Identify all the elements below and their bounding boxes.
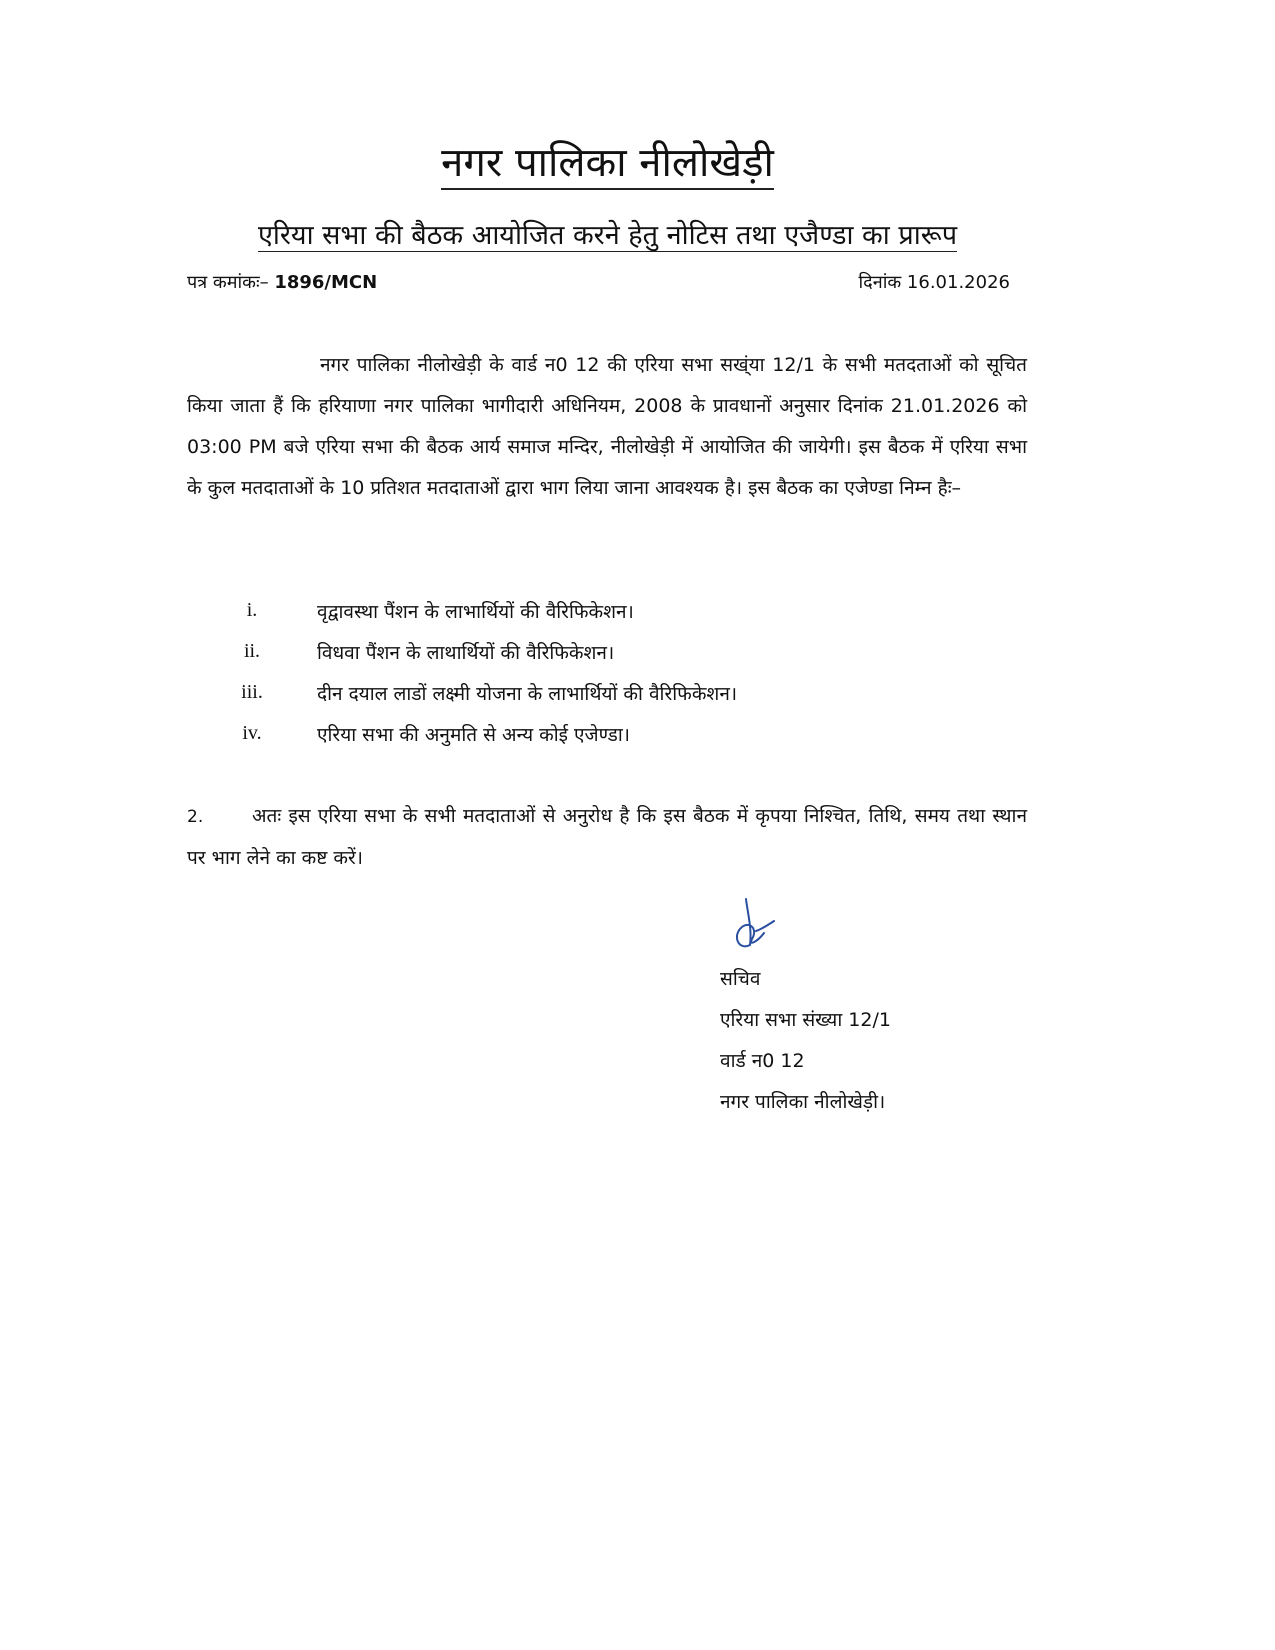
- ref-number: 1896/MCN: [274, 272, 378, 293]
- signatory-municipality: नगर पालिका नीलोखेड़ी।: [720, 1091, 886, 1113]
- subtitle-text: एरिया सभा की बैठक आयोजित करने हेतु नोटिस तथा एजैण्डा का प्रारूप: [257, 220, 958, 251]
- agenda-number: i.: [246, 599, 258, 621]
- signatory-ward: वार्ड न0 12: [720, 1050, 805, 1072]
- notice-paragraph-2: [187, 796, 1027, 879]
- page-title: [0, 136, 1215, 190]
- agenda-number: iv.: [242, 722, 262, 744]
- agenda-item: [187, 590, 1027, 631]
- signature-block: [720, 895, 891, 1123]
- signatory-title: सचिव: [720, 968, 761, 990]
- agenda-number: iii.: [241, 681, 263, 703]
- ref-label: पत्र कमांकः–: [187, 272, 275, 293]
- agenda-item: [187, 672, 1027, 713]
- title-text: नगर पालिका नीलोखेड़ी: [441, 140, 774, 190]
- agenda-item: [187, 713, 1027, 754]
- agenda-text: वृद्वावस्था पैंशन के लाभार्थियों की वैरिफिकेशन।: [317, 600, 634, 623]
- paragraph-number: 2.: [187, 807, 204, 827]
- signatory-area-sabha: एरिया सभा संख्या 12/1: [720, 1009, 891, 1031]
- agenda-text: दीन दयाल लाडों लक्ष्मी योजना के लाभार्थियों की वैरिफिकेशन।: [317, 682, 738, 705]
- notice-paragraph-1: नगर पालिका नीलोखेड़ी के वार्ड न0 12 की एरिया सभा सख्ंया 12/1 के सभी मतदताओं को सूचित किया जाता हैं कि हरियाणा नगर पालिका भागीदारी अधिनियम, 2008 के प्रावधानों अनुसार दिनांक 21.01.2026 को 03:00 PM बजे एरिया सभा की बैठक आर्य समाज मन्दिर, नीलोखेड़ी में आयोजित की जायेगी। इस बैठक में एरिया सभा के कुल मतदाताओं के 10 प्रतिशत मतदाताओं द्वारा भाग लिया जाना आवश्यक है। इस बैठक का एजेण्डा निम्न हैः–: [187, 354, 1027, 499]
- agenda-list: [187, 590, 1027, 754]
- agenda-text: एरिया सभा की अनुमति से अन्य कोई एजेण्डा।: [317, 723, 630, 746]
- paragraph-2-text: अतः इस एरिया सभा के सभी मतदाताओं से अनुरोध है कि इस बैठक में कृपया निश्चित, तिथि, समय तथा स्थान पर भाग लेने का कष्ट करें।: [187, 805, 1027, 869]
- agenda-number: ii.: [243, 640, 261, 662]
- letter-date: दिनांक 16.01.2026: [858, 272, 1010, 293]
- signature-mark-icon: [728, 895, 788, 955]
- notice-subtitle: [0, 216, 1215, 256]
- reference-line: [187, 270, 1010, 296]
- letter-reference: [187, 270, 377, 296]
- agenda-text: विधवा पैंशन के लाथार्थियों की वैरिफिकेशन।: [317, 641, 615, 664]
- agenda-item: [187, 631, 1027, 672]
